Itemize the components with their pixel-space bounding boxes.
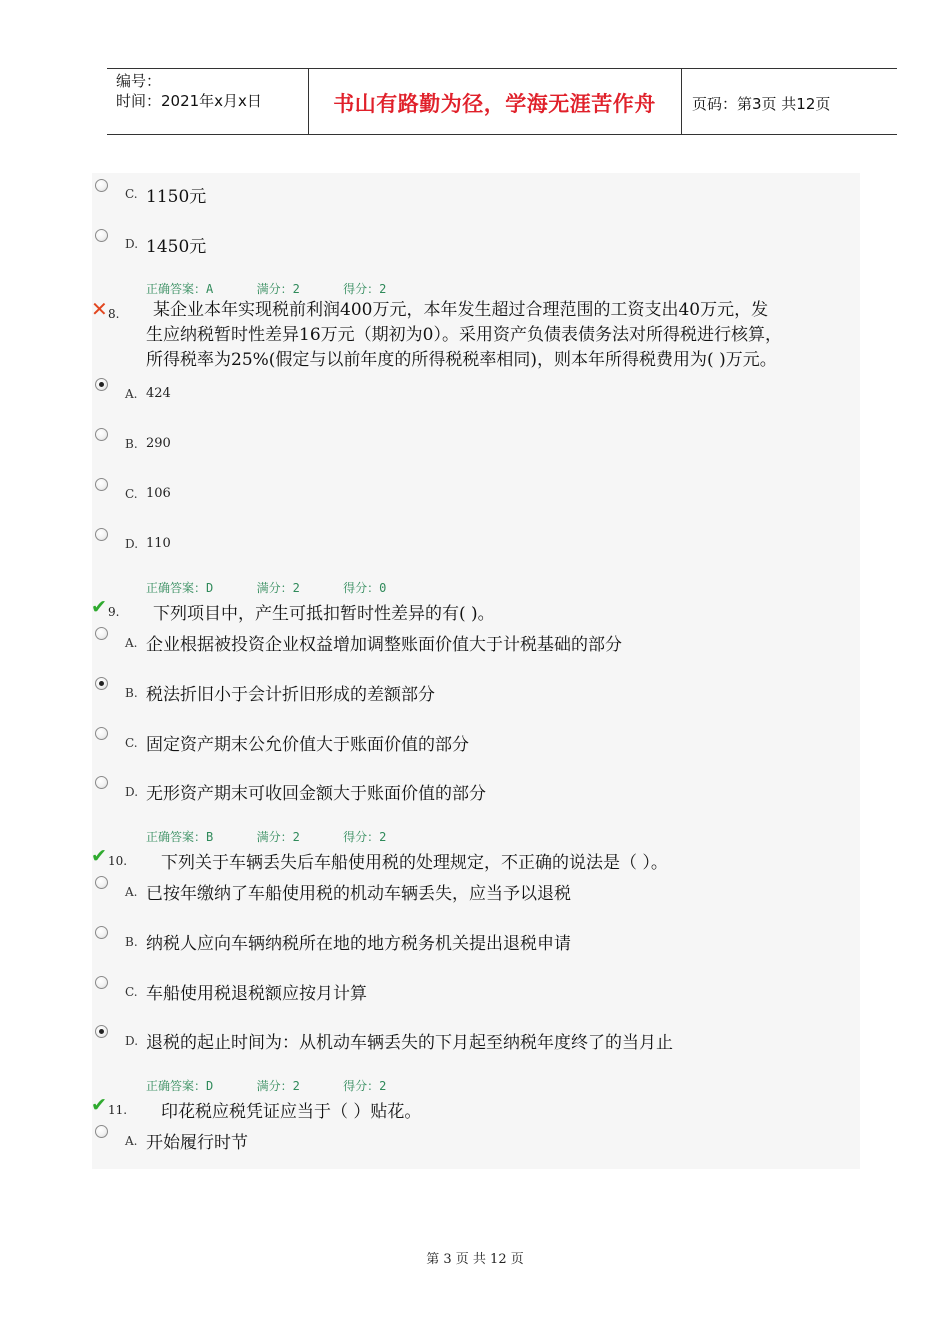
check-icon: ✔ — [91, 1094, 107, 1116]
option-letter: C. — [125, 187, 138, 201]
answer-summary: 正确答案：A 满分：2 得分：2 — [146, 282, 387, 296]
radio-option-b[interactable] — [95, 428, 108, 441]
radio-option-d[interactable] — [95, 776, 108, 789]
question-text-line: 印花税应税凭证应当于（ ）贴花。 — [161, 1102, 422, 1122]
radio-option-a[interactable] — [95, 378, 108, 391]
radio-option-b[interactable] — [95, 677, 108, 690]
radio-option-c[interactable] — [95, 478, 108, 491]
option-text: 无形资产期末可收回金额大于账面价值的部分 — [146, 784, 486, 804]
cross-icon: ✕ — [91, 297, 108, 321]
option-text: 已按年缴纳了车船使用税的机动车辆丢失，应当予以退税 — [146, 884, 571, 904]
document-header — [107, 68, 897, 135]
header-bottom-rule — [107, 134, 897, 135]
header-top-rule — [107, 68, 897, 69]
question-text-line: 下列项目中，产生可抵扣暂时性差异的有( )。 — [153, 604, 495, 624]
radio-option-d[interactable] — [95, 1025, 108, 1038]
answer-summary: 正确答案：B 满分：2 得分：2 — [146, 830, 387, 844]
option-letter: C. — [125, 985, 138, 999]
question-number: 9. — [108, 605, 120, 619]
option-text: 退税的起止时间为：从机动车辆丢失的下月起至纳税年度终了的当月止 — [146, 1033, 673, 1053]
option-text: 1150元 — [146, 187, 207, 207]
radio-option-c[interactable] — [95, 727, 108, 740]
radio-option-d[interactable] — [95, 229, 108, 242]
option-letter: D. — [125, 785, 139, 799]
radio-option-c[interactable] — [95, 976, 108, 989]
option-letter: A. — [125, 387, 138, 401]
time-label: 时间：2021年x月x日 — [116, 92, 262, 110]
option-text: 1450元 — [146, 237, 207, 257]
option-text: 固定资产期末公允价值大于账面价值的部分 — [146, 735, 469, 755]
question-number: 8. — [108, 307, 120, 321]
question-number: 10. — [108, 854, 128, 868]
question-text-line: 所得税率为25%(假定与以前年度的所得税税率相同)，则本年所得税费用为( )万元。 — [146, 350, 777, 370]
header-left-cell — [116, 71, 262, 111]
serial-label: 编号： — [116, 72, 162, 90]
question-number: 11. — [108, 1103, 128, 1117]
option-letter: A. — [125, 636, 138, 650]
check-icon: ✔ — [91, 845, 107, 867]
radio-option-b[interactable] — [95, 926, 108, 939]
radio-option-a[interactable] — [95, 627, 108, 640]
option-text: 车船使用税退税额应按月计算 — [146, 984, 367, 1004]
header-motto: 书山有路勤为径，学海无涯苦作舟 — [333, 92, 656, 116]
option-text: 税法折旧小于会计折旧形成的差额部分 — [146, 685, 435, 705]
radio-option-a[interactable] — [95, 1125, 108, 1138]
option-letter: D. — [125, 537, 139, 551]
answer-summary: 正确答案：D 满分：2 得分：2 — [146, 1079, 387, 1093]
question-text-line: 生应纳税暂时性差异16万元（期初为0）。采用资产负债表债务法对所得税进行核算， — [146, 325, 782, 345]
option-text: 开始履行时节 — [146, 1133, 248, 1153]
header-page-info: 页码：第3页 共12页 — [692, 95, 831, 113]
option-letter: A. — [125, 885, 138, 899]
option-text: 企业根据被投资企业权益增加调整账面价值大于计税基础的部分 — [146, 635, 622, 655]
page-footer: 第 3 页 共 12 页 — [426, 1252, 524, 1267]
question-text-line: 下列关于车辆丢失后车船使用税的处理规定，不正确的说法是（ ）。 — [161, 853, 668, 873]
option-letter: B. — [125, 686, 138, 700]
option-letter: A. — [125, 1134, 138, 1148]
check-icon: ✔ — [91, 596, 107, 618]
question-text-line: 某企业本年实现税前利润400万元，本年发生超过合理范围的工资支出40万元，发 — [153, 300, 769, 320]
option-text: 424 — [146, 386, 171, 401]
option-text: 290 — [146, 436, 171, 451]
option-letter: B. — [125, 935, 138, 949]
header-divider — [681, 68, 682, 135]
option-letter: D. — [125, 237, 139, 251]
option-letter: B. — [125, 437, 138, 451]
radio-option-a[interactable] — [95, 876, 108, 889]
option-text: 106 — [146, 486, 171, 501]
option-text: 110 — [146, 536, 171, 551]
radio-option-d[interactable] — [95, 528, 108, 541]
option-letter: C. — [125, 736, 138, 750]
option-letter: C. — [125, 487, 138, 501]
radio-option-c[interactable] — [95, 179, 108, 192]
option-letter: D. — [125, 1034, 139, 1048]
option-text: 纳税人应向车辆纳税所在地的地方税务机关提出退税申请 — [146, 934, 571, 954]
answer-summary: 正确答案：D 满分：2 得分：0 — [146, 581, 387, 595]
